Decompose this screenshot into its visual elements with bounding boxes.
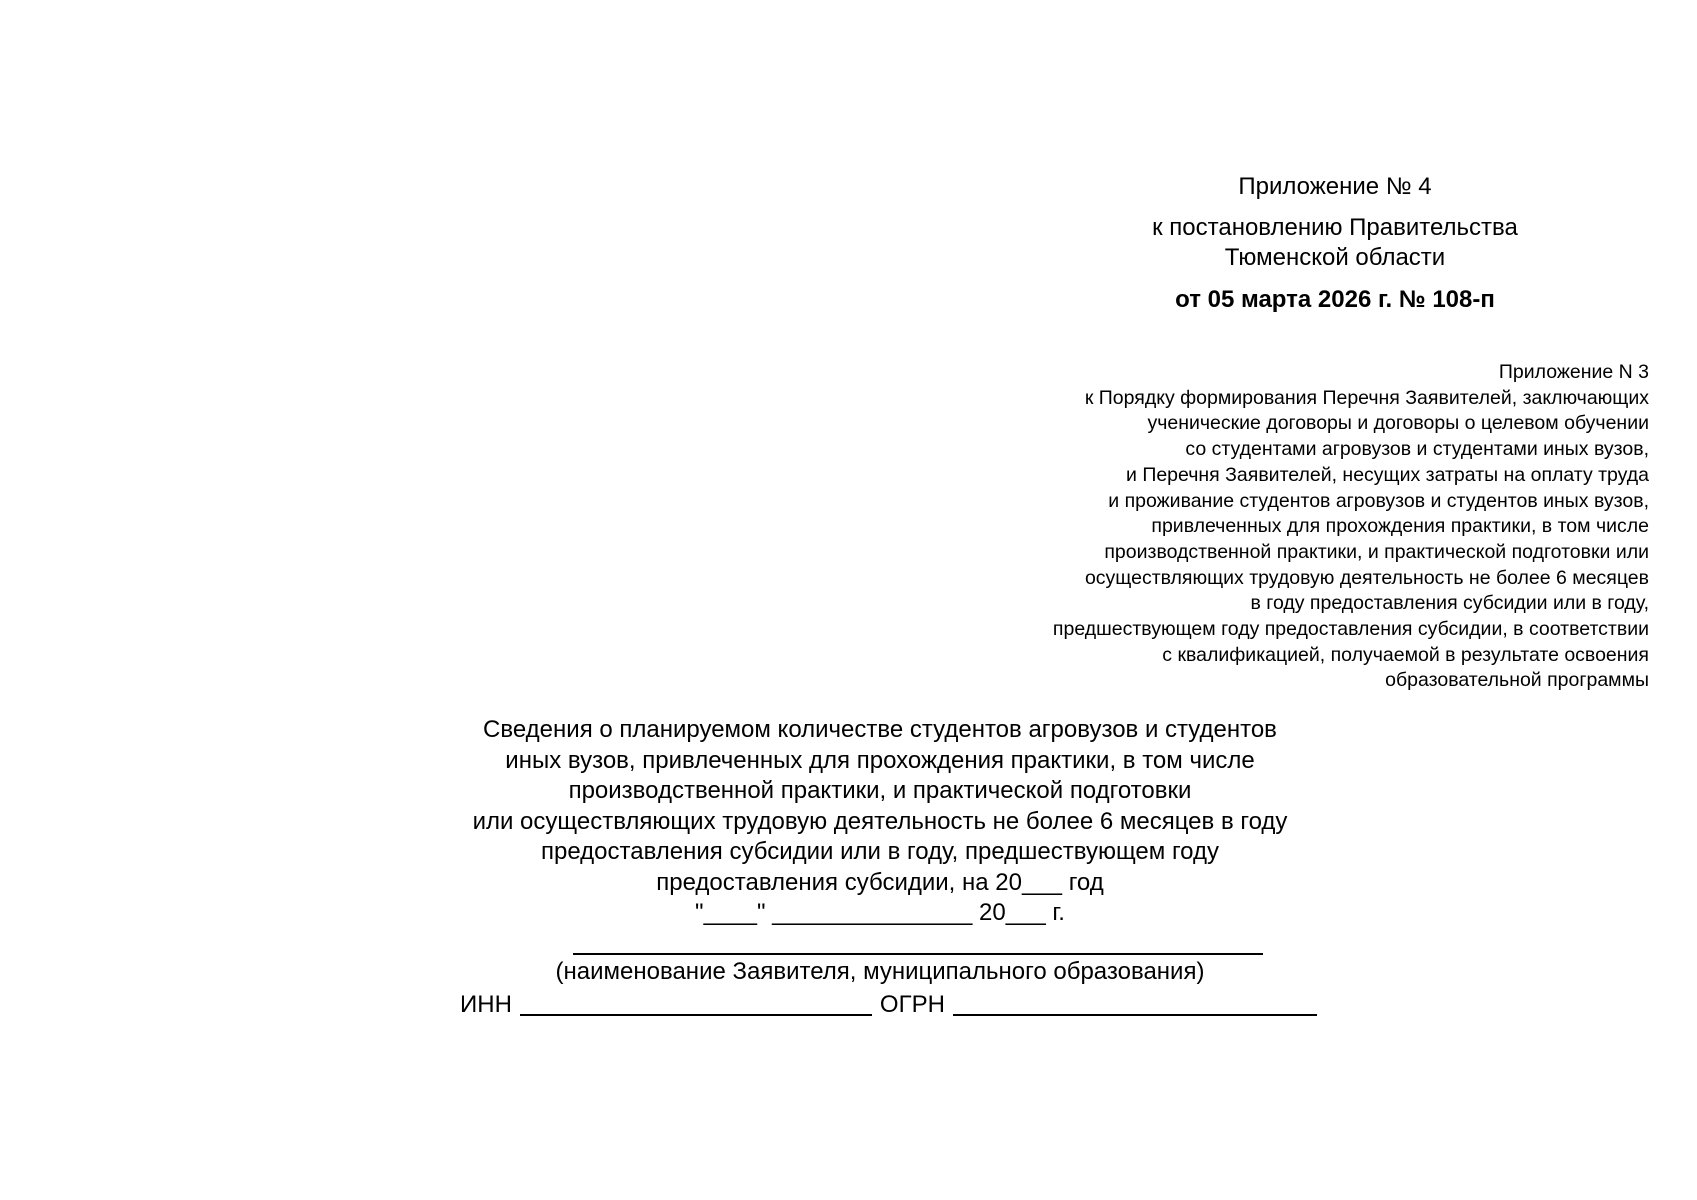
title-line: предоставления субсидии или в году, предшествующем году xyxy=(540,838,1219,865)
appendix-4-label: Приложение № 4 xyxy=(1238,173,1432,200)
applicant-name-caption: (наименование Заявителя, муниципального образования) xyxy=(555,958,1205,985)
date-blank-line: "____" _______________ 20___ г. xyxy=(695,899,1065,926)
applicant-name-underline xyxy=(573,953,1263,955)
appendix-3-line: и Перечня Заявителей, несущих затраты на оплату труда xyxy=(1126,463,1649,486)
resolution-date-number: от 05 марта 2026 г. № 108-п xyxy=(1175,286,1495,313)
appendix-3-header xyxy=(889,360,1649,694)
appendix-3-line: с квалификацией, получаемой в результате освоения xyxy=(1162,643,1649,666)
title-line: иных вузов, привлеченных для прохождения практики, в том числе xyxy=(505,746,1255,774)
appendix-3-line: в году предоставления субсидии или в году, xyxy=(1250,592,1649,615)
appendix-3-line: производственной практики, и практической подготовки или xyxy=(1104,540,1649,563)
appendix-3-line: Приложение N 3 xyxy=(1498,361,1649,383)
title-line: производственной практики, и практической подготовки xyxy=(568,777,1192,804)
ogrn-blank xyxy=(953,1014,1317,1016)
document-title xyxy=(380,715,1380,898)
resolution-header xyxy=(1080,172,1590,315)
resolution-reference-line1: к постановлению Правительства xyxy=(1152,214,1518,241)
appendix-3-line: образовательной программы xyxy=(1385,669,1649,692)
title-line: или осуществляющих трудовую деятельность не более 6 месяцев в году xyxy=(472,807,1288,835)
appendix-3-line: осуществляющих трудовую деятельность не более 6 месяцев xyxy=(1084,566,1649,589)
title-line: предоставления субсидии, на 20___ год xyxy=(656,868,1104,896)
appendix-3-line: со студентами агровузов и студентами иных вузов, xyxy=(1185,438,1649,461)
resolution-reference-line2: Тюменской области xyxy=(1224,244,1446,271)
appendix-3-line: предшествующем году предоставления субсидии, в соответствии xyxy=(1052,618,1649,641)
appendix-3-line: привлеченных для прохождения практики, в том числе xyxy=(1151,515,1649,538)
appendix-3-line: к Порядку формирования Перечня Заявителей, заключающих xyxy=(1084,386,1649,409)
title-line: Сведения о планируемом количестве студентов агровузов и студентов xyxy=(483,716,1277,743)
ogrn-label: ОГРН xyxy=(879,991,945,1018)
appendix-3-line: ученические договоры и договоры о целевом обучении xyxy=(1147,412,1649,435)
inn-blank xyxy=(520,1014,872,1016)
appendix-3-line: и проживание студентов агровузов и студентов иных вузов, xyxy=(1108,489,1649,512)
inn-ogrn-line xyxy=(460,990,1340,1020)
inn-label: ИНН xyxy=(460,991,512,1018)
